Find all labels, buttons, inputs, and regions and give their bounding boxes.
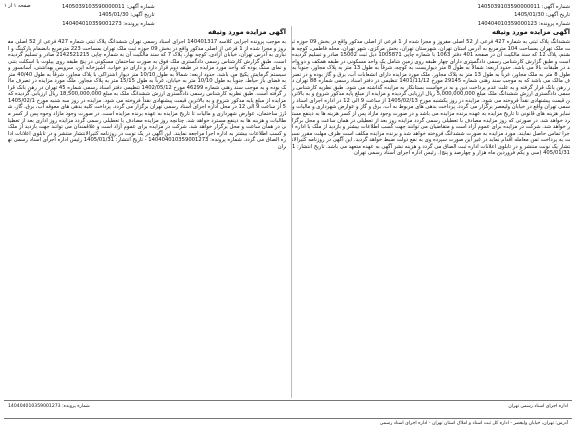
announcement-title: آگهی مزایده مورد وثیقه: [207, 28, 286, 36]
announcement-title: آگهی مزایده مورد وثیقه: [491, 28, 570, 36]
footer-case: شماره پرونده: 140404010359001273: [8, 404, 90, 409]
footer-office: اداره اجرای اسناد رسمی تهران: [508, 404, 568, 409]
announcement-body: ششدانگ پلاک ثبتی به شماره 427 فرعی از 52 اصلی مفروز و مجزا شده از 1 فرعی از اصلی مذکور واقع در بخش 09 حوزه ثبت ملک تهران بمساحت 104 مترمربع به آدرس استان تهران، شهرستان تهران، بخش مرکزی، شهر تهران، محله فاطمی، کوچه هشتم، پلاک 12 که سند مالکیت آن در صفحه 401 دفتر 1063 با شماره چاپی 1005871 ذیل ثبت 15002 صادر و تسلیم گردیده است و طبق گزارش کارشناس رسمی دادگستری دارای چهار طبقه روی زمین شامل یک واحد مسکونی در طبقه همکف و دو واحد در طبقات بالا می باشد. حدود اربعه: شمالاً به طول 8 متر دیواریست به کوچه، شرقاً به طول 13 متر به پلاک مجاور، جنوباً به طول 8 متر به ملک مجاور، غرباً به طول 13 متر به پلاک مجاور. ملک مورد مزایده دارای انشعابات آب، برق و گاز بوده و در تصرف مالک می باشد که به موجب سند رهنی شماره 29145 مورخ 1401/11/12 تنظیمی در دفتر اسناد رسمی شماره 88 تهران در رهن بانک قرار گرفته و به علت عدم پرداخت دین و به درخواست بستانکار به مزایده گذاشته می شود. طبق نظریه کارشناس رسمی دادگستری ارزش ششدانگ ملک مبلغ 5,000,000,000 ریال ارزیابی گردیده و مزایده از مبلغ پایه مذکور شروع و به بالاترین قیمت پیشنهادی نقداً فروخته می شود. مزایده در روز یکشنبه مورخ 1405/02/13 از ساعت 9 الی 12 در اداره اجرای اسناد رسمی تهران واقع در خیابان ولیعصر برگزار می گردد. پرداخت بدهی های مربوط به آب، برق و گاز و عوارض شهرداری و مالیات و سایر هزینه های قانونی تا تاریخ مزایده به عهده برنده مزایده می باشد و در صورت وجود مازاد پس از کسر هزینه ها به ذینفع مسترد خواهد شد. در صورتی که روز مزایده مصادف با تعطیلی رسمی گردد مزایده روز بعد از تعطیلی در همان ساعت و محل برگزار خواهد شد. شرکت در مزایده برای عموم آزاد است و متقاضیان می توانند جهت کسب اطلاعات بیشتر و بازدید از ملک با اداره اجرا تماس حاصل نمایند. مورد مزایده به صورت ششدانگ فروخته خواهد شد و برنده مزایده مکلف است ظرف مهلت مقرر نسبت به پرداخت ثمن معامله اقدام نماید در غیر این صورت سپرده وی به نفع دولت ضبط خواهد گردید. این آگهی در روزنامه کثیرالانتشار یک نوبت منتشر و در تابلوی اعلانات اداره ثبت الصاق می گردد و هزینه نشر آگهی به عهده متعهد می باشد. تاریخ انتشار: 1405/01/31 (سی و یکم فروردین ماه هزار و چهارصد و پنج). رئیس اداره اجرای اسناد رسمی تهران: [292, 39, 570, 157]
announcement-right: [292, 28, 570, 398]
header-meta-left: [62, 3, 155, 28]
ad-date: تاریخ آگهی: 1405/01/30: [98, 12, 155, 19]
ad-number: شماره آگهی: 1405039103590000011: [477, 4, 570, 10]
case-number: شماره پرونده: 140404010359001273: [62, 20, 155, 27]
footer-rule: [4, 400, 572, 401]
footer-address: آدرس: تهران، خیابان ولیعصر - اداره کل ثبت اسناد و املاک استان تهران - اداره اجرای اسناد رسمی: [379, 421, 568, 426]
case-number: شماره پرونده: 140404010359000123: [477, 20, 570, 27]
page-number: صفحه ۱ از ۱: [4, 3, 31, 9]
announcement-left: [8, 28, 286, 398]
column-divider: [291, 26, 292, 398]
footer-rule: [4, 418, 572, 419]
announcement-body: به موجب پرونده اجرایی کلاسه 140401317 اجرای اسناد رسمی تهران ششدانگ پلاک ثبتی شماره 427 فرعی از 52 اصلی مفروز و مجزا شده از 1 فرعی از اصلی مذکور واقع در بخش 09 حوزه ثبت ملک تهران بمساحت 223 مترمربع بانضمام پارکینگ و انباری به آدرس تهران، خیابان آزادی، کوچه بهار، پلاک 7 که سند مالکیت آن به شماره چاپی 2142521215 صادر و تسلیم گردیده است، طبق گزارش کارشناس رسمی دادگستری ملک فوق به صورت ساختمان مسکونی در پنج طبقه روی پیلوت با اسکلت بتنی و نمای سنگ بوده که واحد مورد مزایده در طبقه دوم قرار دارد و دارای دو خواب، آشپزخانه اپن، سرویس بهداشتی، آسانسور و سیستم گرمایش پکیج می باشد. حدود اربعه: شمالاً به طول 10/10 متر دیوار اشتراکی با پلاک مجاور، شرقاً به طول 40/40 متر به فضای باز حیاط، جنوباً به طول 10/10 متر به خیابان، غرباً به طول 15/15 متر به پلاک مجاور. ملک مورد مزایده در تصرف مالک بوده و به موجب سند رهنی شماره 46299 مورخ 1402/05/12 تنظیمی دفتر اسناد رسمی شماره 45 تهران در رهن بانک قرار گرفته است. طبق نظریه کارشناس رسمی دادگستری ارزش ششدانگ ملک به مبلغ 18,500,000,000 ریال ارزیابی گردیده که مزایده از مبلغ پایه مذکور شروع و به بالاترین قیمت پیشنهادی نقداً فروخته می شود. مزایده در روز سه شنبه مورخ 1405/02/15 از ساعت 9 الی 12 در محل اداره اجرای اسناد رسمی تهران برگزار می گردد. پرداخت کلیه بدهی های معوقه آب، برق، گاز، شارژ ساختمان، عوارض شهرداری و مالیات تا تاریخ مزایده به عهده برنده مزایده است. در صورت وجود مازاد وجوه پس از کسر مطالبات و هزینه ها به ذینفع مسترد خواهد شد. چنانچه روز مزایده مصادف با تعطیلی رسمی گردد مزایده روز اداری بعد از تعطیلی در همان ساعت و محل برگزار خواهد شد. شرکت در مزایده برای عموم آزاد است و علاقمندان می توانند جهت بازدید از ملک و کسب اطلاعات بیشتر به اداره اجرا مراجعه نمایند. این آگهی در یک نوبت در روزنامه کثیرالانتشار منتشر و در تابلوی اعلانات اداره الصاق می گردد. شماره پرونده: 140404010359001273 - تاریخ انتشار: 1405/01/31 رئیس اداره اجرای اسناد رسمی تهران: [8, 39, 286, 150]
header-meta-right: [477, 3, 570, 28]
ad-number: شماره آگهی: 1405039103590000011: [62, 4, 155, 10]
ad-date: تاریخ آگهی: 1405/01/30: [514, 12, 570, 19]
